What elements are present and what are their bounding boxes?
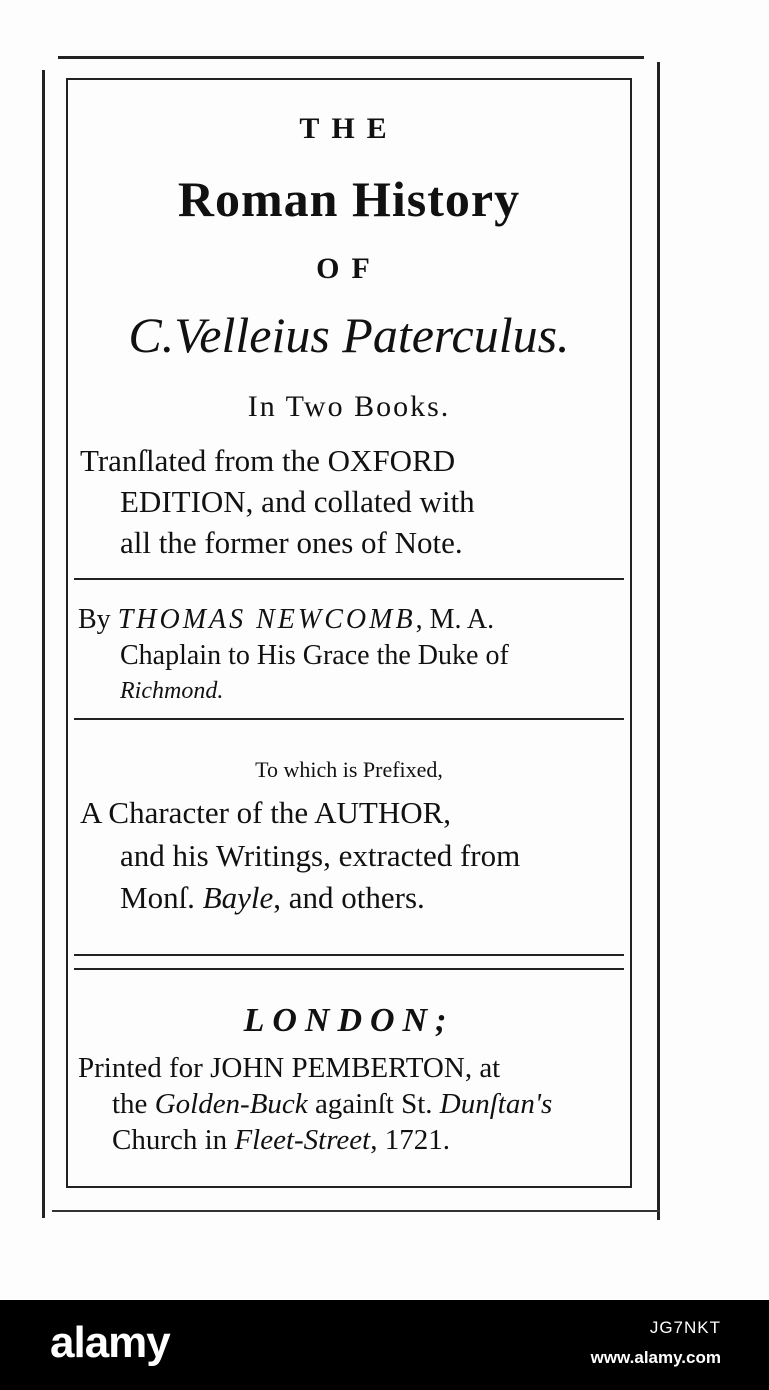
imprint-line-2-a: the [112,1088,155,1120]
translated-line-2: EDITION, and collated with [120,484,475,519]
translated-line-1: Tranſlated from the OXFORD [80,443,456,478]
alamy-logo: alamy [50,1318,170,1367]
imprint-line-2-b: Golden-Buck [154,1088,308,1120]
character-line-1: A Character of the AUTHOR, [80,795,452,830]
outer-border-bottom [52,1210,660,1212]
divider-rule [74,954,624,956]
prefixed-line: To which is Prefixed, [255,757,443,782]
translator-title: Chaplain to His Grace the Duke of [120,640,509,671]
imprint-line-2-d: Dunſtan's [439,1088,553,1120]
imprint-line-3-b: Fleet-Street [234,1124,371,1156]
book-author: C.Velleius Paterculus. [128,307,570,363]
character-line-3-a: Monſ. [120,880,203,915]
imprint-line-2 [112,1088,552,1121]
imprint-line-3 [112,1124,450,1157]
divider-rule [74,718,624,720]
divider-rule [74,968,624,970]
books-line: In Two Books. [247,390,451,423]
heading-of: OF [316,252,382,285]
outer-border-top [58,56,644,59]
translator-degree: , M. A. [415,604,495,635]
watermark-url: www.alamy.com [590,1348,721,1367]
by-prefix: By [78,604,111,635]
translated-line-3: all the former ones of Note. [120,525,463,560]
book-title: Roman History [177,171,521,227]
character-line-3-c: , and others. [273,880,425,915]
divider-rule [74,578,624,580]
heading-the: THE [299,112,399,145]
character-line-3-b: Bayle [202,880,274,915]
translator-line [78,600,626,640]
imprint-line-3-a: Church in [112,1124,235,1156]
translator-name: THOMAS NEWCOMB [117,604,416,635]
imprint-place: LONDON; [243,1002,455,1039]
translator-place: Richmond. [120,678,224,704]
character-line-2: and his Writings, extracted from [120,838,521,873]
imprint-line-2-c: againſt St. [307,1088,440,1120]
outer-border-right [657,62,660,1220]
outer-border-left [42,70,45,1218]
imprint-line-1: Printed for JOHN PEMBERTON, at [78,1052,501,1084]
image-code: JG7NKT [649,1318,721,1337]
imprint-line-3-c: , 1721. [370,1124,450,1156]
character-line-3 [120,880,425,916]
